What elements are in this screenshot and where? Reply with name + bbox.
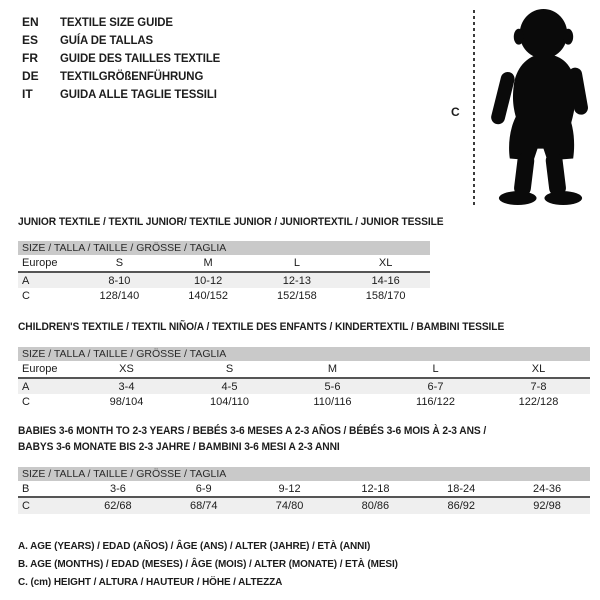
table-cell: 152/158 <box>276 290 317 302</box>
table-cell: 7-8 <box>530 380 547 393</box>
children-table-title: CHILDREN'S TEXTILE / TEXTIL NIÑO/A / TEXTILE DES ENFANTS / KINDERTEXTIL / BAMBINI TESSILE <box>18 321 505 333</box>
language-code: FR <box>22 51 38 65</box>
table-cell: L <box>432 363 439 375</box>
table-cell: 8-10 <box>108 274 131 287</box>
table-cell: 62/68 <box>104 500 132 512</box>
table-cell: 6-9 <box>195 482 212 495</box>
row-label: B <box>22 482 30 495</box>
baby-silhouette-icon <box>481 8 600 208</box>
table-row <box>18 481 590 498</box>
language-title: TEXTILGRÖßENFÜHRUNG <box>60 69 204 83</box>
language-row <box>22 31 229 49</box>
table-cell: 3-6 <box>109 482 126 495</box>
table-cell: 4-5 <box>221 380 238 393</box>
language-title-list <box>22 13 229 103</box>
legend-note-a: A. AGE (YEARS) / EDAD (AÑOS) / ÂGE (ANS) / ALTER (JAHRE) / ETÀ (ANNI) <box>18 540 371 552</box>
language-title: GUIDE DES TAILLES TEXTILE <box>60 51 221 65</box>
measure-label-c: C <box>451 105 460 119</box>
table-cell: 92/98 <box>533 500 561 512</box>
row-label: C <box>22 396 30 408</box>
table-cell: 24-36 <box>532 482 562 495</box>
babies-size-header-bar: SIZE / TALLA / TAILLE / GRÖSSE / TAGLIA <box>18 467 590 481</box>
table-cell: 86/92 <box>447 500 475 512</box>
row-label: A <box>22 380 30 393</box>
row-label: C <box>22 500 30 512</box>
table-cell: 5-6 <box>324 380 341 393</box>
table-row <box>18 498 590 514</box>
table-cell: S <box>115 257 124 269</box>
table-cell: 122/128 <box>518 396 559 408</box>
language-row <box>22 13 229 31</box>
row-label: C <box>22 290 30 302</box>
table-cell: 104/110 <box>210 396 249 408</box>
junior-size-header-bar: SIZE / TALLA / TAILLE / GRÖSSE / TAGLIA <box>18 241 430 255</box>
row-label: Europe <box>22 257 58 269</box>
babies-table-title-line1: BABIES 3-6 MONTH TO 2-3 YEARS / BEBÉS 3-6 MESES A 2-3 AÑOS / BÉBÉS 3-6 MOIS À 2-3 ANS / <box>18 425 487 437</box>
language-title: TEXTILE SIZE GUIDE <box>60 15 173 29</box>
junior-table-title: JUNIOR TEXTILE / TEXTIL JUNIOR/ TEXTILE JUNIOR / JUNIORTEXTIL / JUNIOR TESSILE <box>18 216 444 228</box>
language-title: GUIDA ALLE TAGLIE TESSILI <box>60 87 217 101</box>
table-row <box>18 394 590 410</box>
table-cell: XL <box>531 363 546 375</box>
language-code: DE <box>22 69 39 83</box>
language-code: EN <box>22 15 39 29</box>
table-row <box>18 255 430 273</box>
table-row <box>18 361 590 379</box>
table-cell: M <box>327 363 338 375</box>
table-cell: 18-24 <box>447 482 476 495</box>
baby-silhouette-shape <box>490 9 589 205</box>
table-cell: 14-16 <box>371 274 400 287</box>
table-cell: 110/116 <box>313 396 352 408</box>
table-cell: 80/86 <box>361 500 390 512</box>
table-cell: XL <box>378 257 393 269</box>
table-cell: 10-12 <box>194 274 223 287</box>
language-row <box>22 49 229 67</box>
language-title: GUÍA DE TALLAS <box>60 33 154 47</box>
row-label: A <box>22 274 30 287</box>
table-cell: M <box>203 257 213 269</box>
table-cell: 140/152 <box>188 290 228 302</box>
table-cell: L <box>293 257 300 269</box>
language-code: IT <box>22 87 33 101</box>
language-row <box>22 67 229 85</box>
table-cell: 158/170 <box>365 290 406 302</box>
table-cell: 6-7 <box>427 380 444 393</box>
language-row <box>22 85 229 103</box>
table-cell: 128/140 <box>99 290 140 302</box>
table-cell: 12-13 <box>282 274 311 287</box>
table-cell: 74/80 <box>275 500 304 512</box>
table-cell: 98/104 <box>109 396 144 408</box>
table-cell: S <box>225 363 234 375</box>
legend-note-b: B. AGE (MONTHS) / EDAD (MESES) / ÂGE (MOIS) / ALTER (MONATE) / ETÀ (MESI) <box>18 558 398 570</box>
table-row <box>18 379 590 394</box>
table-cell: 116/122 <box>416 396 455 408</box>
table-cell: 12-18 <box>361 482 390 495</box>
table-cell: XS <box>119 363 134 375</box>
table-row <box>18 288 430 304</box>
table-cell: 68/74 <box>189 500 218 512</box>
children-size-header-bar: SIZE / TALLA / TAILLE / GRÖSSE / TAGLIA <box>18 347 590 361</box>
babies-table-title-line2: BABYS 3-6 MONATE BIS 2-3 JAHRE / BAMBINI 3-6 MESI A 2-3 ANNI <box>18 441 340 453</box>
table-row <box>18 273 430 288</box>
row-label: Europe <box>22 363 58 375</box>
height-measure-dashed-line <box>473 10 475 206</box>
table-cell: 9-12 <box>278 482 301 495</box>
language-code: ES <box>22 33 39 47</box>
legend-note-c: C. (cm) HEIGHT / ALTURA / HAUTEUR / HÖHE / ALTEZZA <box>18 576 283 588</box>
table-cell: 3-4 <box>118 380 135 393</box>
